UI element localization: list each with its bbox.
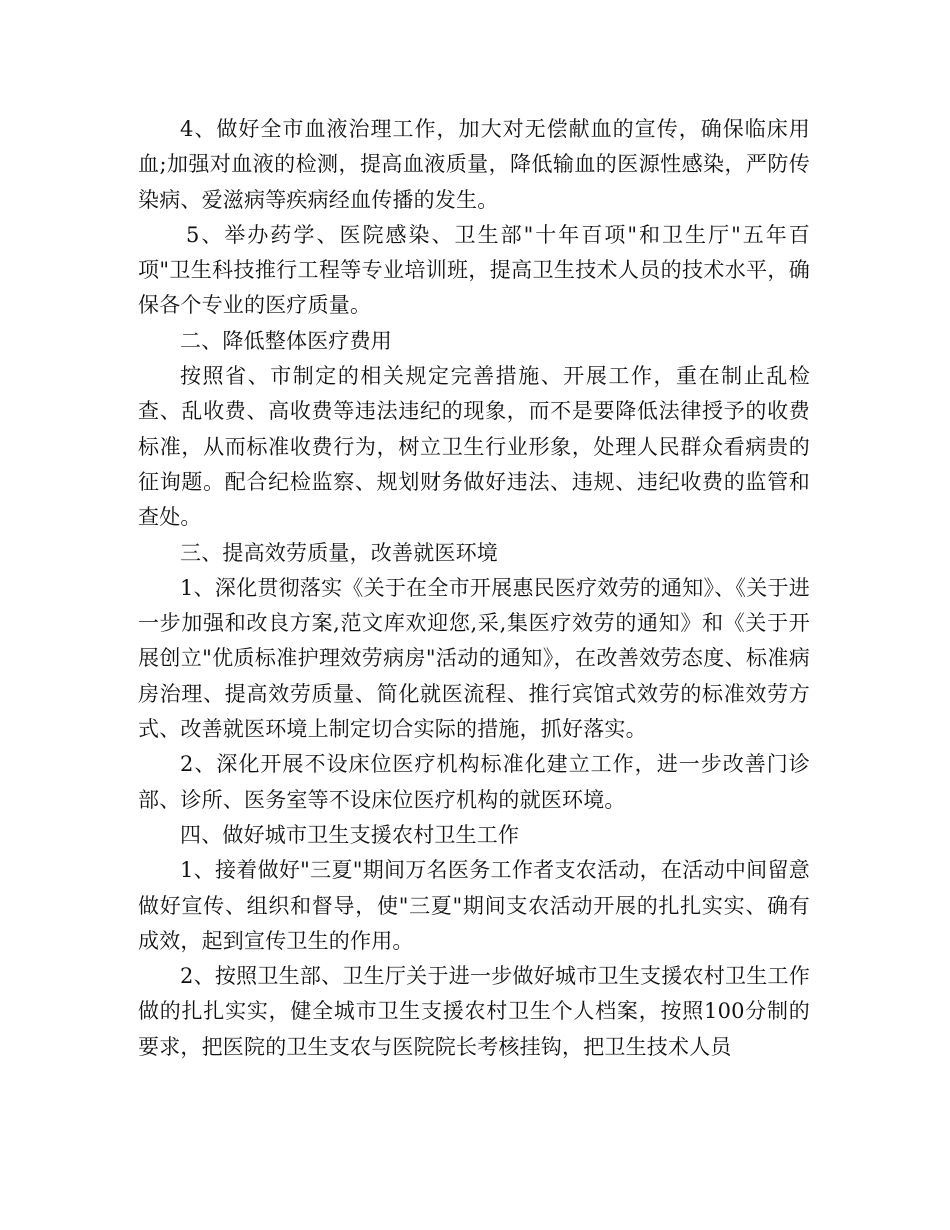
paragraph-clinic-standardization: 2、深化开展不设床位医疗机构标准化建立工作，进一步改善门诊部、诊所、医务室等不设床位医疗机构的就医环境。	[138, 752, 810, 812]
paragraph-summer-support: 1、接着做好"三夏"期间万名医务工作者支农活动，在活动中间留意做好宣传、组织和督导，使"三夏"期间支农活动开展的扎扎实实、确有成效，起到宣传卫生的作用。	[138, 858, 810, 953]
document-body	[138, 112, 810, 1065]
paragraph-training: 5、举办药学、医院感染、卫生部"十年百项"和卫生厅"五年百项"卫生科技推行工程等专业培训班，提高卫生技术人员的技术水平，确保各个专业的医疗质量。	[138, 222, 810, 318]
section-heading-service-quality: 三、提高效劳质量，改善就医环境	[180, 540, 498, 565]
paragraph-blood-management: 4、做好全市血液治理工作，加大对无偿献血的宣传，确保临床用血;加强对血液的检测，提高血液质量，降低输血的医源性感染，严防传染病、爱滋病等疾病经血传播的发生。	[138, 117, 810, 212]
paragraph-support-archives: 2、按照卫生部、卫生厅关于进一步做好城市卫生支援农村卫生工作做的扎扎实实，健全城市卫生支援农村卫生个人档案，按照100分制的要求，把医院的卫生支农与医院院长考核挂钩，把卫生技术人员	[138, 964, 810, 1059]
paragraph-service-notices: 1、深化贯彻落实《关于在全市开展惠民医疗效劳的通知》、《关于进一步加强和改良方案,范文库欢迎您,采,集医疗效劳的通知》和《关于开展创立"优质标准护理效劳病房"活动的通知》，在改善效劳态度、标准病房治理、提高效劳质量、简化就医流程、推行宾馆式效劳的标准效劳方式、改善就医环境上制定切合实际的措施，抓好落实。	[138, 575, 810, 742]
section-heading-reduce-costs: 二、降低整体医疗费用	[180, 328, 392, 353]
paragraph-fee-regulation: 按照省、市制定的相关规定完善措施、开展工作，重在制止乱检查、乱收费、高收费等违法违纪的现象，而不是要降低法律授予的收费标准，从而标准收费行为，树立卫生行业形象，处理人民群众看病贵的征询题。配合纪检监察、规划财务做好违法、违规、违纪收费的监管和查处。	[138, 364, 810, 530]
section-heading-rural-support: 四、做好城市卫生支援农村卫生工作	[180, 822, 520, 847]
